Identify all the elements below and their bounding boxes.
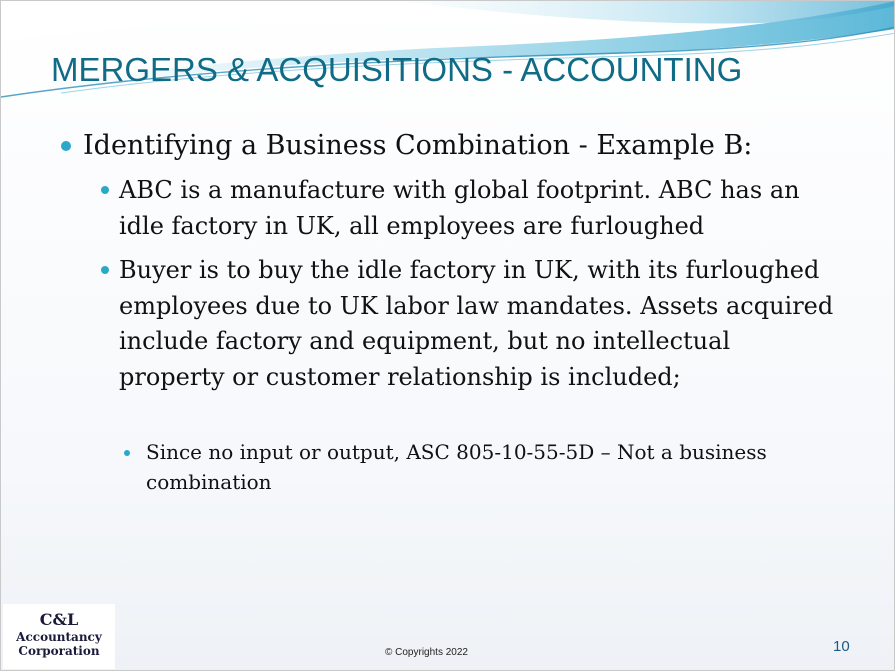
company-logo	[3, 604, 115, 669]
bullet-level3-item: Since no input or output, ASC 805-10-55-5D – Not a business combination	[146, 440, 767, 494]
bullet-level2-item: ABC is a manufacture with global footprint. ABC has an idle factory in UK, all employees are furloughed	[119, 176, 800, 240]
logo-mark: C&L	[39, 610, 79, 629]
logo-line1: Accountancy	[16, 630, 102, 644]
bullet-dot	[124, 450, 130, 456]
bullet-dot	[101, 186, 109, 194]
page-number: 10	[833, 638, 850, 655]
logo-line2: Corporation	[18, 644, 100, 658]
bullet-level1: Identifying a Business Combination - Example B:	[83, 130, 753, 161]
slide-title: MERGERS & ACQUISITIONS - ACCOUNTING	[51, 51, 743, 88]
copyright-footer: © Copyrights 2022	[385, 647, 468, 658]
bullet-dot	[101, 266, 109, 274]
bullet-dot	[61, 141, 71, 151]
bullet-level2-item: Buyer is to buy the idle factory in UK, with its furloughed employees due to UK labor law mandates. Assets acquired include factory and equipment, but no intellectual property or customer relationship is included;	[119, 256, 834, 391]
